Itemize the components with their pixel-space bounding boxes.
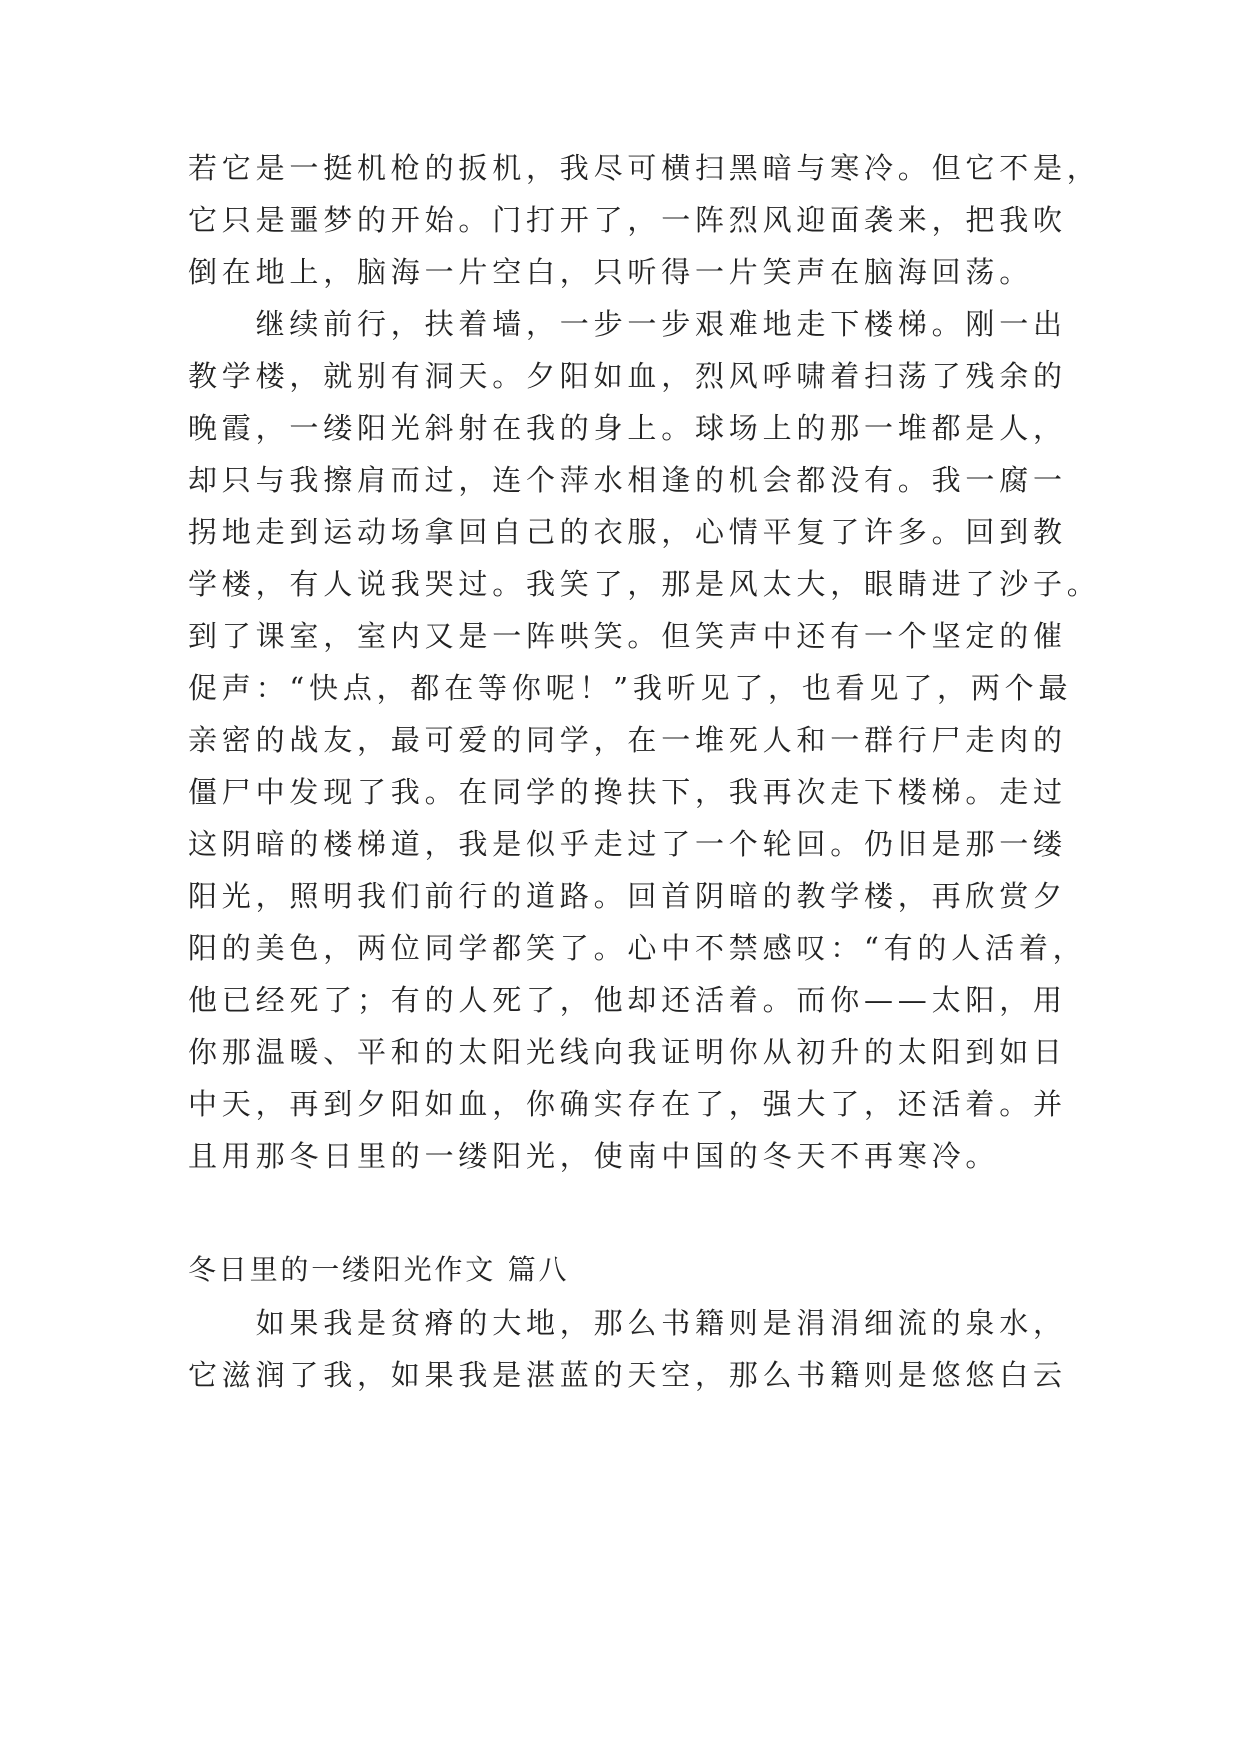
text-line: 到了课室，室内又是一阵哄笑。但笑声中还有一个坚定的催	[188, 619, 1067, 653]
text-line: 若它是一挺机枪的扳机，我尽可横扫黑暗与寒冷。但它不是，	[188, 151, 1101, 185]
text-line: 教学楼，就别有洞天。夕阳如血，烈风呼啸着扫荡了残余的	[188, 359, 1067, 393]
text-line: 且用那冬日里的一缕阳光，使南中国的冬天不再寒冷。	[188, 1139, 1000, 1173]
text-line: 学楼，有人说我哭过。我笑了，那是风太大，眼睛进了沙子。	[188, 567, 1101, 601]
text-line: 你那温暖、平和的太阳光线向我证明你从初升的太阳到如日	[188, 1035, 1067, 1069]
text-line: 却只与我擦肩而过，连个萍水相逢的机会都没有。我一腐一	[188, 463, 1067, 497]
text-line: 中天，再到夕阳如血，你确实存在了，强大了，还活着。并	[188, 1087, 1067, 1121]
text-line: 它只是噩梦的开始。门打开了，一阵烈风迎面袭来，把我吹	[188, 203, 1067, 237]
text-line: 阳光，照明我们前行的道路。回首阴暗的教学楼，再欣赏夕	[188, 879, 1067, 913]
text-line: 它滋润了我，如果我是湛蓝的天空，那么书籍则是悠悠白云	[188, 1358, 1067, 1392]
text-line: 阳的美色，两位同学都笑了。心中不禁感叹：“有的人活着，	[188, 931, 1087, 965]
section-heading: 冬日里的一缕阳光作文 篇八	[188, 1253, 570, 1286]
text-line: 晚霞，一缕阳光斜射在我的身上。球场上的那一堆都是人，	[188, 411, 1067, 445]
text-line: 他已经死了；有的人死了，他却还活着。而你——太阳，用	[188, 983, 1067, 1017]
text-line: 拐地走到运动场拿回自己的衣服，心情平复了许多。回到教	[188, 515, 1067, 549]
text-line: 继续前行，扶着墙，一步一步艰难地走下楼梯。刚一出	[188, 307, 1067, 341]
text-line: 这阴暗的楼梯道，我是似乎走过了一个轮回。仍旧是那一缕	[188, 827, 1067, 861]
text-line: 如果我是贫瘠的大地，那么书籍则是涓涓细流的泉水，	[188, 1306, 1067, 1340]
text-line: 亲密的战友，最可爱的同学，在一堆死人和一群行尸走肉的	[188, 723, 1067, 757]
text-line: 倒在地上，脑海一片空白，只听得一片笑声在脑海回荡。	[188, 255, 1034, 289]
text-line: 僵尸中发现了我。在同学的搀扶下，我再次走下楼梯。走过	[188, 775, 1067, 809]
text-line: 促声：“快点，都在等你呢！”我听见了，也看见了，两个最	[188, 671, 1073, 705]
